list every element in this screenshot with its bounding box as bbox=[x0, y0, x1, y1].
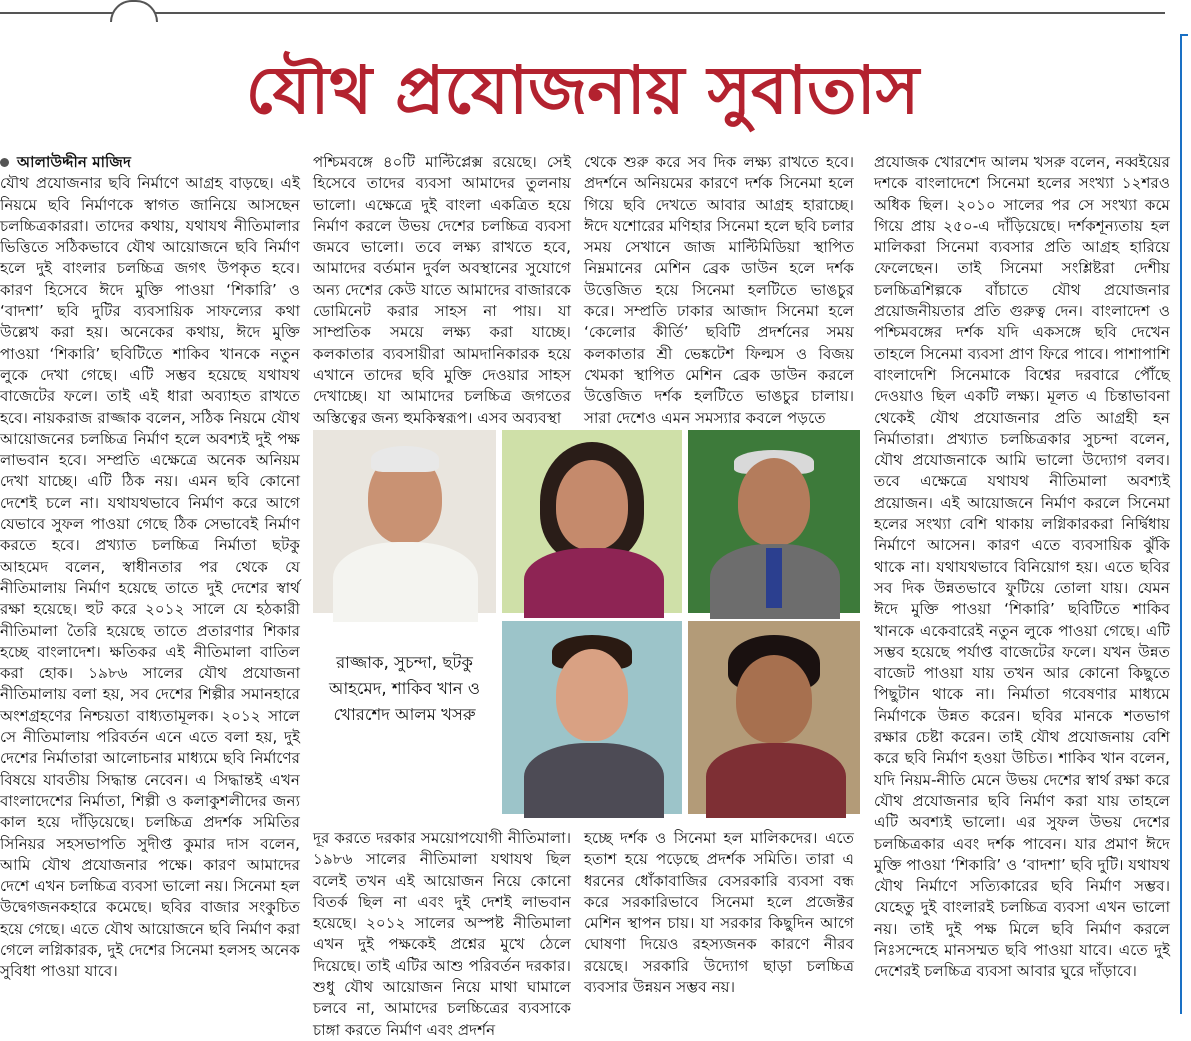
article-column-1 bbox=[0, 152, 300, 1014]
column-2-top-text: পশ্চিমবঙ্গে ৪০টি মাল্টিপ্লেক্স রয়েছে। সেই হিসেবে তাদের ব্যবসা আমাদের তুলনায় ভালো। এক্ষেত্রে দুই বাংলা একত্রিত হয়ে নির্মাণ করলে উভয় দেশের চলচ্চিত্র ব্যবসা জমবে ভালো। তবে লক্ষ্য রাখতে হবে, আমাদের বর্তমান দুর্বল অবস্থানের সুযোগে অন্য দেশের কেউ যাতে আমাদের বাজারকে ডোমিনেট করার সাহস না পায়। যা সাম্প্রতিক সময়ে লক্ষ্য করা যাচ্ছে। কলকাতার ব্যবসায়ীরা আমদানিকারক হয়ে এখানে তাদের ছবি মুক্তি দেওয়ার সাহস দেখাচ্ছে। যা আমাদের চলচ্চিত্র জগতের অস্তিত্বের জন্য হুমকিস্বরূপ। এসব অব্যবস্থা bbox=[313, 153, 571, 427]
photo-chotku-ahmed bbox=[688, 430, 860, 613]
photo-suchanda bbox=[502, 430, 682, 613]
bullet-dot-icon bbox=[0, 158, 9, 167]
column-2-bottom-text: দূর করতে দরকার সময়োপযোগী নীতিমালা। ১৯৮৬ সালের নীতিমালা যথাযথ ছিল বলেই তখন এই আয়োজন নিয়ে কোনো বিতর্ক ছিল না এবং দুই দেশই লাভবান হয়েছে। ২০১২ সালের অস্পষ্ট নীতিমালা এখন দুই পক্ষকেই প্রশ্নের মুখে ঠেলে দিয়েছে। তাই এটির আশু পরিবর্তন দরকার। শুধু যৌথ আয়োজন নিয়ে মাথা ঘামালে চলবে না, আমাদের চলচ্চিত্রের ব্যবসাকে চাঙ্গা করতে নির্মাণ এবং প্রদর্শন bbox=[313, 829, 571, 1039]
article-column-3-bottom bbox=[584, 828, 854, 1014]
column-3-top-text: থেকে শুরু করে সব দিক লক্ষ্য রাখতে হবে। প্রদর্শনে অনিয়মের কারণে দর্শক সিনেমা হলে গিয়ে ছবি দেখতে আবার আগ্রহ হারাচ্ছে। ঈদে যশোরের মণিহার সিনেমা হলে ছবি চলার সময় সেখানে জাজ মাল্টিমিডিয়া স্থাপিত নিম্নমানের মেশিন ব্রেক ডাউন হলে দর্শক উত্তেজিত হয়ে সিনেমা হলটিতে ভাঙচুর করে। সম্প্রতি ঢাকার আজাদ সিনেমা হলে ‘কেলোর কীর্তি’ ছবিটি প্রদর্শনের সময় কলকাতার শ্রী ভেঙ্কটেশ ফিল্মস ও বিজয় খেমকা স্থাপিত মেশিন ব্রেক ডাউন করলে উত্তেজিত দর্শক হলটিতে ভাঙচুর চালায়। সারা দেশেও এমন সমস্যার কবলে পড়তে bbox=[584, 153, 854, 427]
photo-razzak bbox=[313, 430, 496, 613]
column-1-text: যৌথ প্রযোজনার ছবি নির্মাণে আগ্রহ বাড়ছে। এই নিয়মে ছবি নির্মাণকে স্বাগত জানিয়ে আসছেন চলচ্চিত্রকাররা। তাদের কথায়, যথাযথ নীতিমালার ভিত্তিতে সঠিকভাবে যৌথ আয়োজনে ছবি নির্মাণ হলে দুই বাংলার চলচ্চিত্র জগৎ উপকৃত হবে। কারণ হিসেবে ঈদে মুক্তি পাওয়া ‘শিকারি’ ও ‘বাদশা’ ছবি দুটির ব্যবসায়িক সাফল্যের কথা উল্লেখ করা হয়। অনেকের কথায়, ঈদে মুক্তি পাওয়া ‘শিকারি’ ছবিটিতে শাকিব খানকে নতুন লুকে দেখা গেছে। এটি সম্ভব হয়েছে যথাযথ বাজেটের ফলে। তাই এই ধারা অব্যাহত রাখতে হবে। নায়করাজ রাজ্জাক বলেন, সঠিক নিয়মে যৌথ আয়োজনের চলচ্চিত্র নির্মাণ হলে অবশ্যই দুই পক্ষ লাভবান হবে। সম্প্রতি এক্ষেত্রে অনেক অনিয়ম দেখা যাচ্ছে। এটি ঠিক নয়। এমন ছবি কোনো দেশেই চলে না। যথাযথভাবে নির্মাণ করে আগে যেভাবে সুফল পাওয়া গেছে ঠিক সেভাবেই নির্মাণ করতে হবে। প্রখ্যাত চলচ্চিত্র নির্মাতা ছটকু আহমেদ বলেন, স্বাধীনতার পর থেকে যে নীতিমালায় নির্মাণ হয়েছে তাতে দুই দেশের স্বার্থ রক্ষা হয়েছে। হুট করে ২০১২ সালে যে হঠকারী নীতিমালা তৈরি হয়েছে তাতে প্রতারণার শিকার হচ্ছে বাংলাদেশ। ক্ষতিকর এই নীতিমালা বাতিল করা হোক। ১৯৮৬ সালের যৌথ প্রযোজনা নীতিমালায় বলা হয়, সব দেশের শিল্পীর সমানহারে অংশগ্রহণের নিশ্চয়তা বাধ্যতামূলক। ২০১২ সালে সে নীতিমালায় পরিবর্তন এনে এতে বলা হয়, দুই দেশের নির্মাতারা আলোচনার মাধ্যমে ছবি নির্মাণের বিষয়ে যাবতীয় সিদ্ধান্ত নেবেন। এ সিদ্ধান্তই এখন বাংলাদেশের নির্মাতা, শিল্পী ও কলাকুশলীদের জন্য কাল হয়ে দাঁড়িয়েছে। চলচ্চিত্র প্রদর্শক সমিতির সিনিয়র সহসভাপতি সুদীপ্ত কুমার দাস বলেন, আমি যৌথ প্রযোজনার পক্ষে। কারণ আমাদের দেশে এখন চলচ্চিত্র ব্যবসা ভালো নয়। সিনেমা হল উদ্বেগজনকহারে কমেছে। ছবির বাজার সংকুচিত হয়ে গেছে। এতে যৌথ আয়োজনে ছবি নির্মাণ করা গেলে লগ্নিকারক, দুই দেশের সিনেমা হলসহ অনেক সুবিধা পাওয়া যাবে। bbox=[0, 174, 300, 981]
author-name: আলাউদ্দীন মাজিদ bbox=[17, 153, 131, 171]
column-3-bottom-text: হচ্ছে দর্শক ও সিনেমা হল মালিকদের। এতে হতাশ হয়ে পড়েছে প্রদর্শক সমিতি। তারা এ ধরনের ধোঁকাবাজির বেসরকারি ব্যবসা বন্ধ করে সরকারিভাবে সিনেমা হলে প্রজেক্টর মেশিন স্থাপন চায়। যা সরকার কিছুদিন আগে ঘোষণা দিয়েও রহস্যজনক কারণে নীরব রয়েছে। সরকারি উদ্যোগ ছাড়া চলচ্চিত্র ব্যবসার উন্নয়ন সম্ভব নয়। bbox=[584, 829, 854, 997]
article-column-2-bottom bbox=[313, 828, 571, 1039]
article-column-4 bbox=[874, 152, 1170, 1014]
top-tab-ornament bbox=[110, 0, 158, 22]
top-rule bbox=[0, 0, 1165, 20]
photo-shakib-khan bbox=[502, 621, 682, 814]
column-4-text: প্রযোজক খোরশেদ আলম খসরু বলেন, নব্বইয়ের দশকে বাংলাদেশে সিনেমা হলের সংখ্যা ১২শরও অধিক ছিল। ২০১০ সালের পর সে সংখ্যা কমে গিয়ে প্রায় ২৫০-এ দাঁড়িয়েছে। দর্শকশূন্যতায় হল মালিকরা সিনেমা ব্যবসার প্রতি আগ্রহ হারিয়ে ফেলেছেন। তাই সিনেমা সংশ্লিষ্টরা দেশীয় চলচ্চিত্রশিল্পকে বাঁচাতে যৌথ প্রযোজনার প্রয়োজনীয়তার প্রতি গুরুত্ব দেন। বাংলাদেশ ও পশ্চিমবঙ্গের দর্শক যদি একসঙ্গে ছবি দেখেন তাহলে সিনেমা ব্যবসা প্রাণ ফিরে পাবে। পাশাপাশি বাংলাদেশি সিনেমাকে বিশ্বের দরবারে পৌঁছে দেওয়াও ছিল একটি লক্ষ্য। মূলত এ চিন্তাভাবনা থেকেই যৌথ প্রযোজনার প্রতি আগ্রহী হন নির্মাতারা। প্রখ্যাত চলচ্চিত্রকার সুচন্দা বলেন, যৌথ প্রযোজনাকে আমি ভালো উদ্যোগ বলব। তবে এক্ষেত্রে যথাযথ নীতিমালা অবশ্যই প্রয়োজন। এই আয়োজনে নির্মাণ করলে সিনেমা হলের সংখ্যা বেশি থাকায় লগ্নিকারকরা নির্দ্বিধায় নির্মাণে আসেন। কারণ এতে ব্যবসায়িক ঝুঁকি থাকে না। যথাযথভাবে বিনিয়োগ হয়। এতে ছবির সব দিক উন্নতভাবে ফুটিয়ে তোলা যায়। যেমন ঈদে মুক্তি পাওয়া ‘শিকারি’ ছবিটিতে শাকিব খানকে একেবারেই নতুন লুকে পাওয়া গেছে। এটি সম্ভব হয়েছে পর্যাপ্ত বাজেটের ফলে। যখন উন্নত বাজেট পাওয়া যায় তখন আর কোনো কিছুতে পিছুটান থাকে না। নির্মাতা গবেষণার মাধ্যমে নির্মাণকে উন্নত করেন। ছবির মানকে শতভাগ রক্ষার চেষ্টা করেন। তাই যৌথ প্রযোজনায় বেশি করে ছবি নির্মাণ হওয়া উচিত। শাকিব খান বলেন, যদি নিয়ম-নীতি মেনে উভয় দেশের স্বার্থ রক্ষা করে যৌথ প্রযোজনার ছবি নির্মাণ করা যায় তাহলে এটি অবশ্যই ভালো। এর সুফল উভয় দেশের চলচ্চিত্রকার এবং দর্শক পাবেন। যার প্রমাণ ঈদে মুক্তি পাওয়া ‘শিকারি’ ও ‘বাদশা’ ছবি দুটি। যথাযথ যৌথ নির্মাণে সত্যিকারের ছবি নির্মাণ সম্ভব। যেহেতু দুই বাংলারই চলচ্চিত্র ব্যবসা এখন ভালো নয়। তাই দুই পক্ষ মিলে ছবি নির্মাণ করলে নিঃসন্দেহে মানসম্মত ছবি পাওয়া যাবে। এতে দুই দেশেরই চলচ্চিত্র ব্যবসা আবার ঘুরে দাঁড়াবে। bbox=[874, 153, 1170, 981]
headline: যৌথ প্রযোজনায় সুবাতাস bbox=[245, 51, 920, 129]
byline bbox=[0, 152, 300, 173]
article-column-3-top bbox=[584, 152, 854, 427]
right-accent-rule bbox=[1180, 34, 1182, 1014]
photo-caption: রাজ্জাক, সুচন্দা, ছটকু আহমেদ, শাকিব খান ও খোরশেদ আলম খসরু bbox=[329, 653, 480, 724]
article-column-2-top bbox=[313, 152, 571, 427]
photo-khorshed-alam-khasru bbox=[688, 621, 860, 814]
